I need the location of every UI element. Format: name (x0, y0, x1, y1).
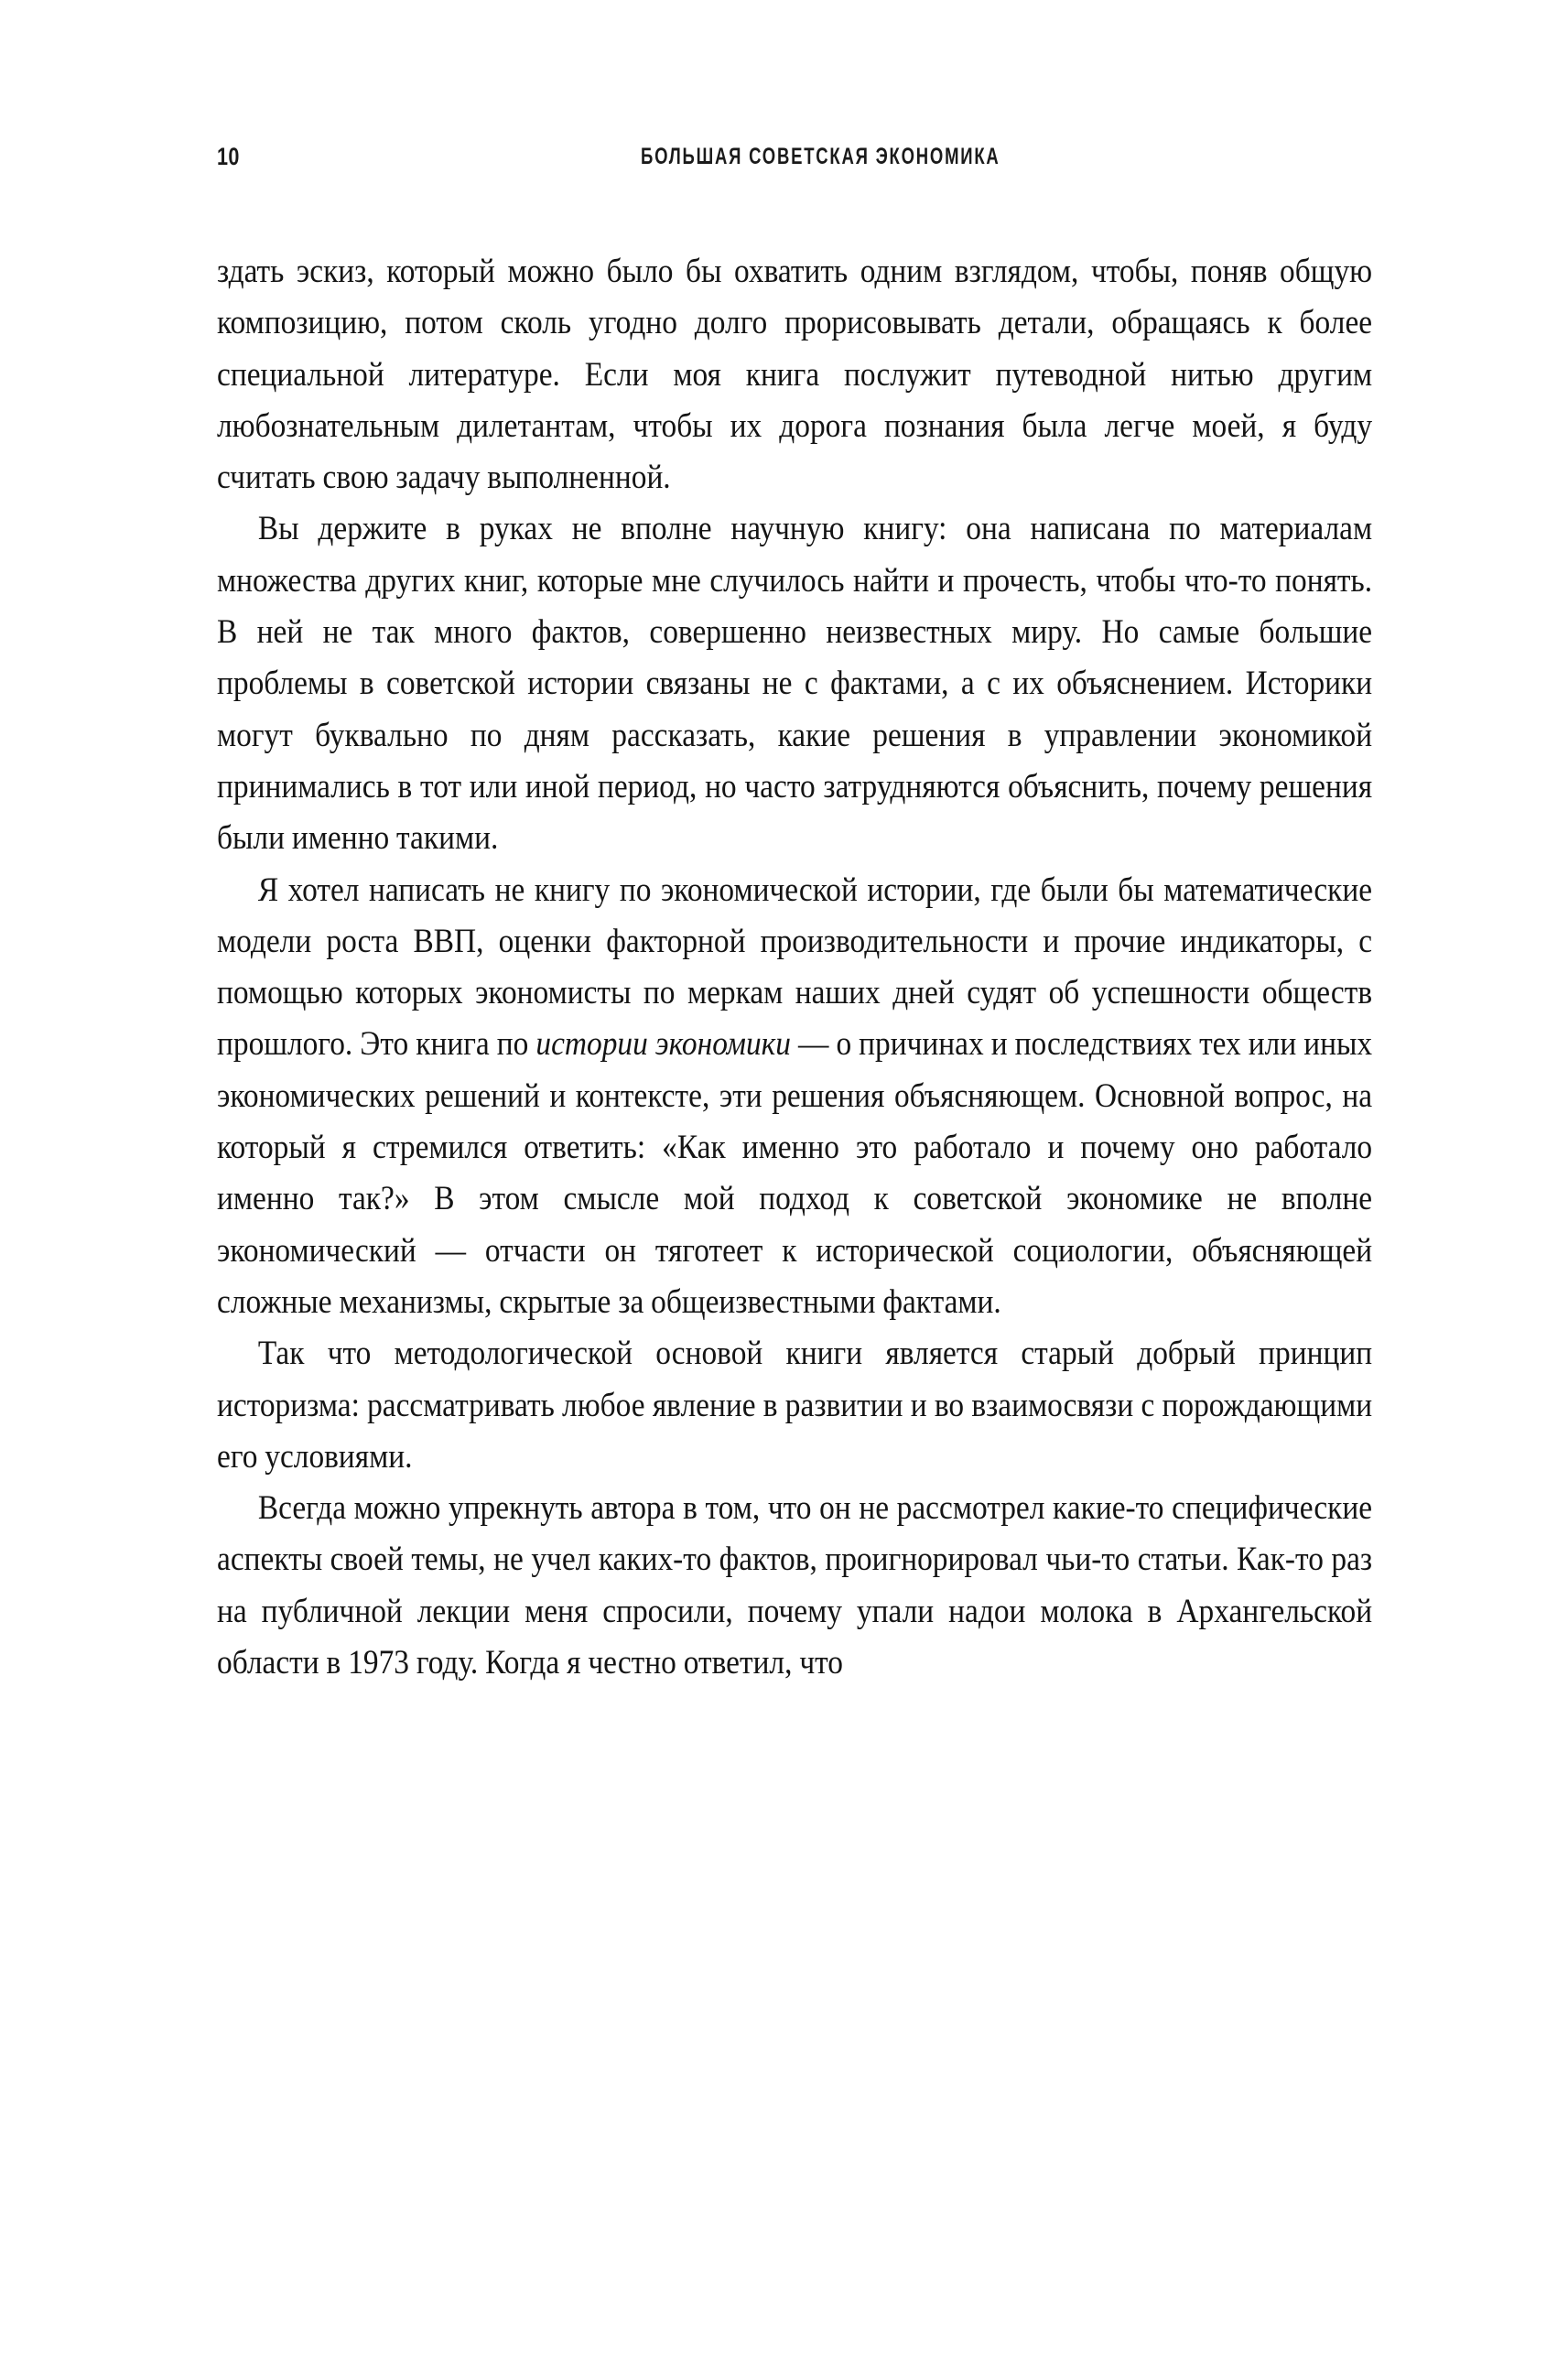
paragraph-not-quite-scientific: Вы держите в руках не вполне научную книгу: она написана по материалам множества других книг, которые мне случилось найти и прочесть, чтобы что-то понять. В ней не так много фактов, совершенно неизвестных миру. Но самые большие проблемы в советской истории связаны не с фактами, а с их объяснением. Историки могут буквально по дням рассказать, какие решения в управлении экономикой принимались в тот или иной период, но часто затрудняются объяснить, почему решения были именно такими. (217, 509, 1373, 857)
running-head-title: БОЛЬШАЯ СОВЕТСКАЯ ЭКОНОМИКА (641, 144, 1000, 169)
running-head (217, 145, 1368, 181)
paragraph-text-after-italic: — о причинах и последствиях тех или иных экономических решений и контексте, эти решения объясняющем. Основной вопрос, на который я стремился ответить: «Как именно это работало и почему оно работало именно так?» В этом смысле мой подход к советской экономике не вполне экономический — отчасти он тяготеет к исторической социологии, объясняющей сложные механизмы, скрытые за общеизвестными фактами. (217, 1024, 1373, 1320)
body-text (217, 245, 1372, 1688)
paragraph-continued: здать эскиз, который можно было бы охватить одним взглядом, чтобы, поняв общую композицию, потом сколь угодно долго прорисовывать детали, обращаясь к более специальной литературе. Если моя книга послужит путеводной нитью другим любознательным дилетантам, чтобы их дорога познания была легче моей, я буду считать свою задачу выполненной. (217, 252, 1373, 496)
paragraph-history-of-economics (217, 864, 1372, 1328)
italic-phrase-history-of-economics: истории экономики (535, 1024, 791, 1063)
paragraph-text-after-year: году. Когда я честно ответил, что (408, 1643, 844, 1682)
year-value: 1973 (348, 1643, 409, 1682)
paragraph-reproach (217, 1482, 1372, 1688)
paragraph-text-before-year: Всегда можно упрекнуть автора в том, что он не рассмотрел какие-то специфические аспекты своей темы, не учел каких-то фактов, проигнорировал чьи-то статьи. Как-то раз на публичной лекции меня спросили, почему упали надои молока в Архангельской области в (217, 1488, 1373, 1682)
paragraph-historicism: Так что методологической основой книги является старый добрый принцип историзма: рассматривать любое явление в развитии и во взаимосвязи с порождающими его условиями. (217, 1334, 1373, 1475)
paragraph-text-before-italic: Я хотел написать не книгу по экономической истории, где были бы математические модели роста ВВП, оценки факторной производительности и прочие индикаторы, с помощью которых экономисты по меркам наших дней судят об успешности обществ прошлого. Это книга по (217, 870, 1373, 1063)
page-number: 10 (217, 143, 240, 170)
